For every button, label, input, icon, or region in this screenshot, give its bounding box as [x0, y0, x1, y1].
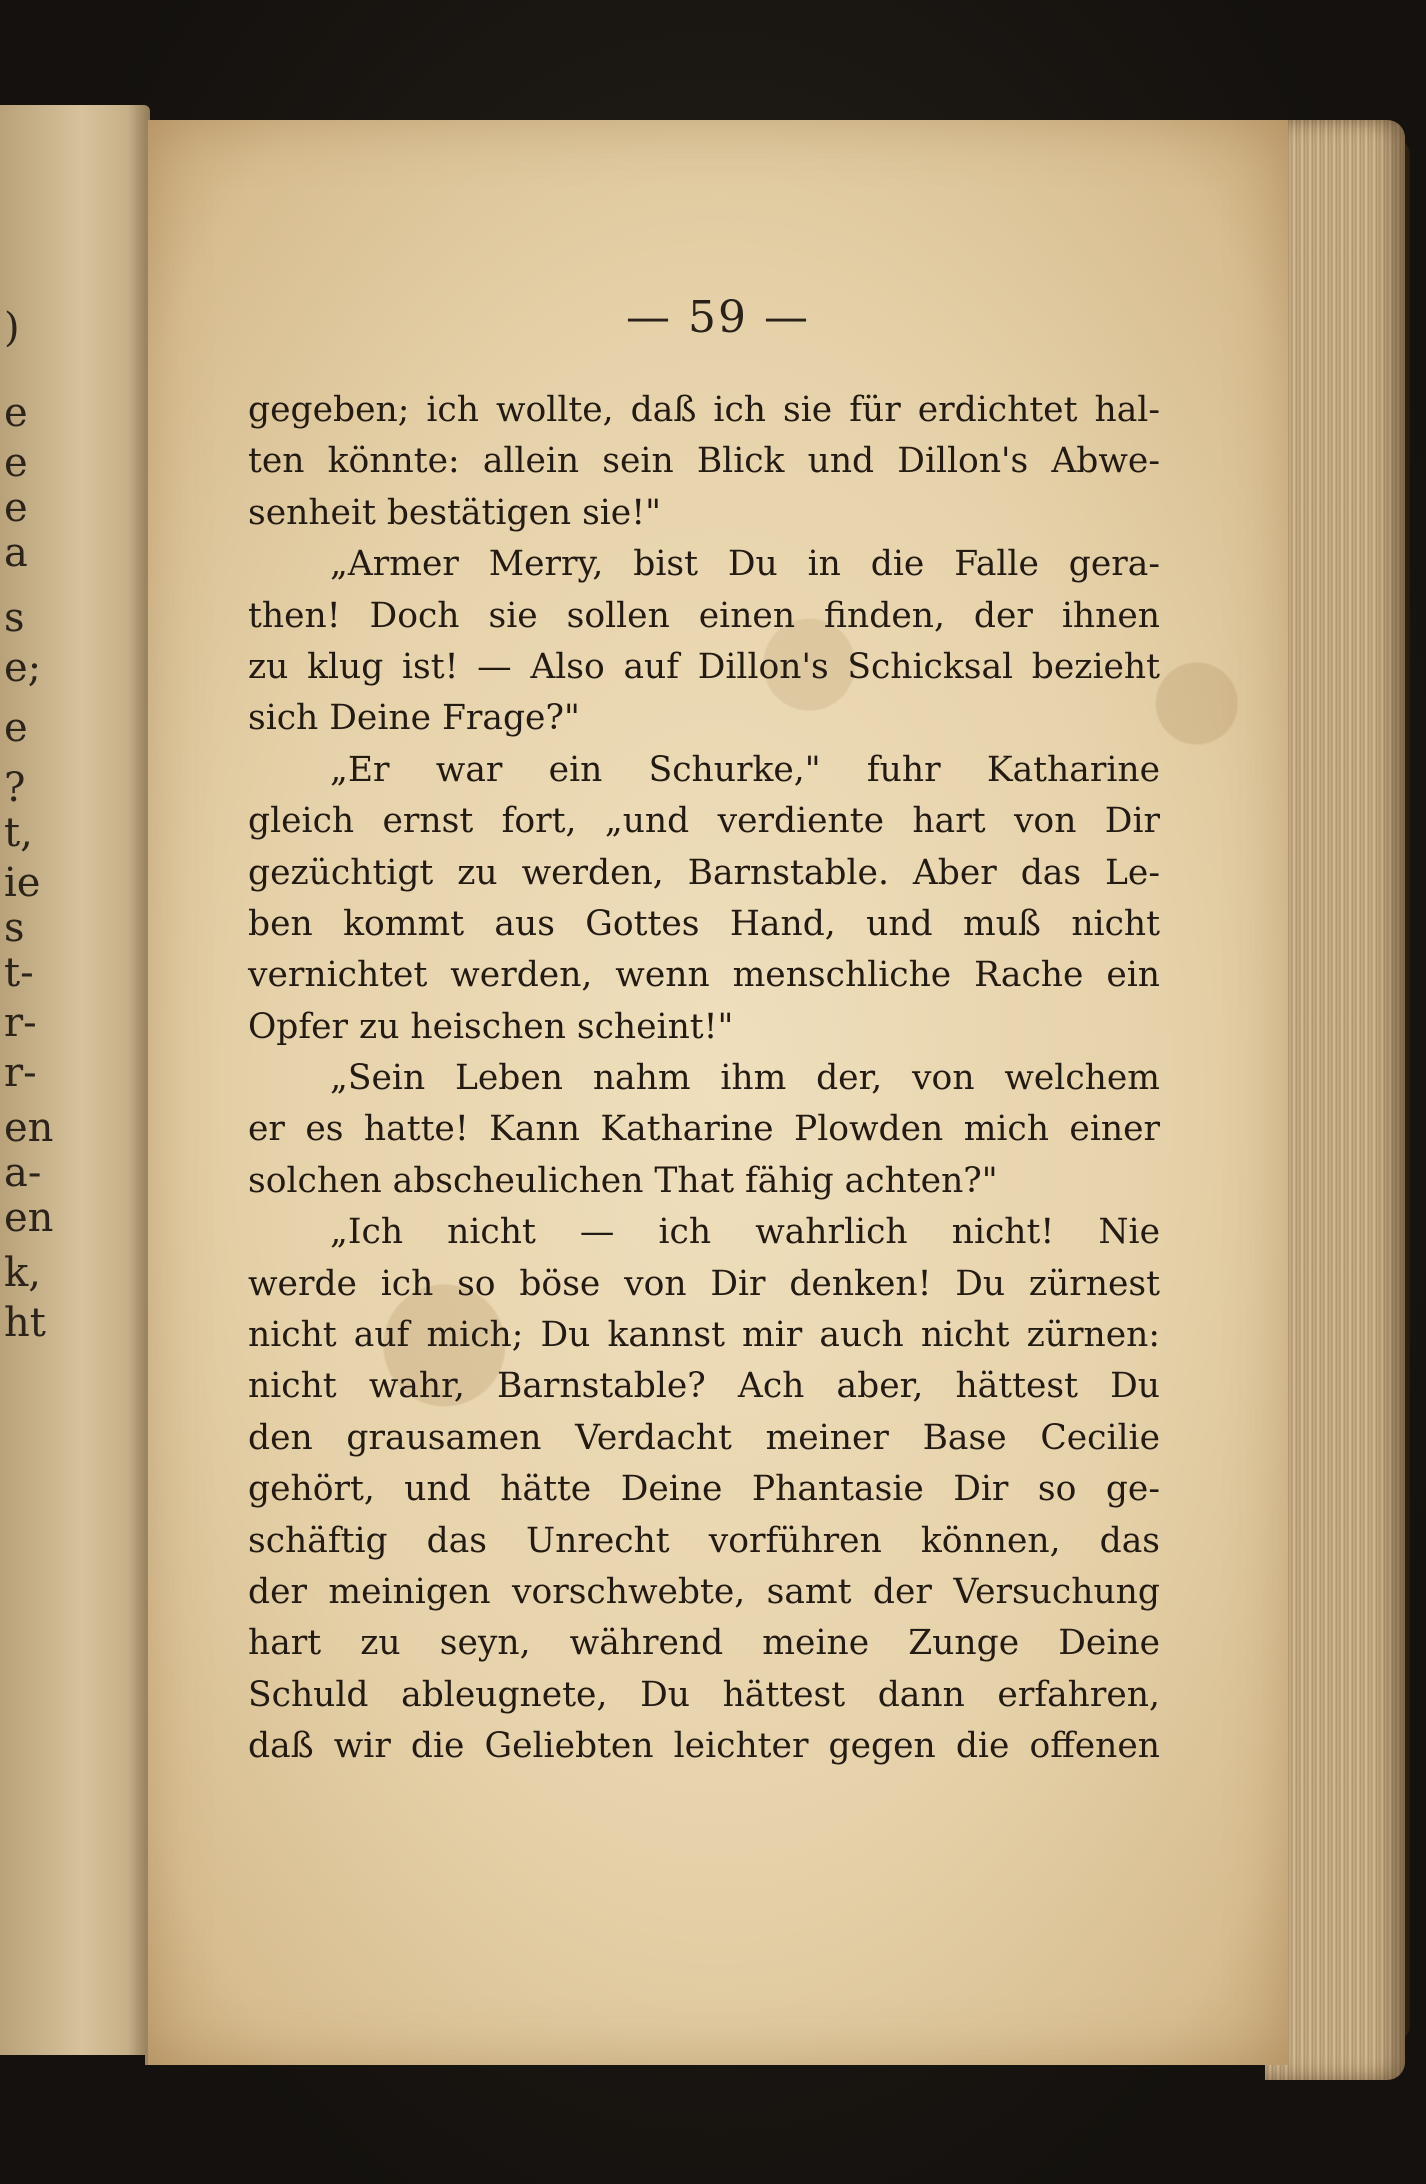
text-line: den grausamen Verdacht meiner Base Cecilie: [248, 1417, 1160, 1458]
left-page-fragment: en: [4, 1105, 54, 1151]
page-number: 59: [688, 292, 748, 343]
left-page-fragment: r-: [4, 1000, 37, 1046]
left-page-fragment: e: [4, 485, 28, 531]
text-line: nicht auf mich; Du kannst mir auch nicht zürnen:: [248, 1315, 1160, 1356]
left-page-fragment: k,: [4, 1250, 41, 1296]
text-line: then! Doch sie sollen einen finden, der ihnen: [248, 595, 1160, 636]
text-line: vernichtet werden, wenn menschliche Rache ein: [248, 955, 1160, 996]
left-page-fragment: t-: [4, 950, 34, 996]
book-page: [145, 120, 1288, 2065]
text-line: gleich ernst fort, „und verdiente hart von Dir: [248, 801, 1160, 842]
left-page-fragment: ie: [4, 860, 41, 906]
left-page-fragment: en: [4, 1195, 54, 1241]
left-page-fragment: e: [4, 440, 28, 486]
text-line: senheit bestätigen sie!": [248, 492, 661, 533]
left-page-fragment: e;: [4, 645, 42, 691]
text-line: gehört, und hätte Deine Phantasie Dir so ge-: [248, 1469, 1160, 1510]
text-line: „Sein Leben nahm ihm der, von welchem: [330, 1058, 1160, 1099]
page-body-text: [248, 385, 1160, 1773]
left-page-fragment: ?: [4, 765, 26, 811]
left-page-fragment: ): [4, 305, 20, 351]
text-line: „Er war ein Schurke," fuhr Katharine: [330, 749, 1160, 790]
text-line: gezüchtigt zu werden, Barnstable. Aber das Le-: [248, 852, 1160, 893]
left-page-fragment: e: [4, 390, 28, 436]
text-line: sich Deine Frage?": [248, 698, 580, 739]
text-line: Opfer zu heischen scheint!": [248, 1006, 734, 1047]
text-line: er es hatte! Kann Katharine Plowden mich einer: [248, 1109, 1160, 1150]
left-page-fragment: s: [4, 595, 25, 641]
text-line: ten könnte: allein sein Blick und Dillon's Abwe-: [248, 441, 1160, 482]
text-line: nicht wahr, Barnstable? Ach aber, hättest Du: [248, 1366, 1160, 1407]
text-line: werde ich so böse von Dir denken! Du zürnest: [248, 1263, 1160, 1304]
text-line: Schuld ableugnete, Du hättest dann erfahren,: [248, 1674, 1160, 1715]
left-page-fragment: a-: [4, 1150, 42, 1196]
text-line: gegeben; ich wollte, daß ich sie für erdichtet hal-: [248, 390, 1160, 430]
page-header: — 59 —: [626, 292, 810, 343]
left-page-fragment: a: [4, 530, 28, 576]
text-line: ben kommt aus Gottes Hand, und muß nicht: [248, 903, 1160, 944]
left-facing-page: [0, 105, 150, 2055]
left-page-fragment: r-: [4, 1050, 37, 1096]
text-line: zu klug ist! — Also auf Dillon's Schicksal bezieht: [248, 646, 1160, 687]
text-line: „Ich nicht — ich wahrlich nicht! Nie: [330, 1212, 1160, 1253]
text-line: solchen abscheulichen That fähig achten?": [248, 1160, 998, 1201]
left-page-fragment: s: [4, 905, 25, 951]
left-page-fragment: t,: [4, 810, 33, 856]
text-line: der meinigen vorschwebte, samt der Versuchung: [248, 1571, 1160, 1612]
text-line: „Armer Merry, bist Du in die Falle gera-: [330, 544, 1160, 585]
left-page-fragment: ht: [4, 1300, 46, 1346]
text-line: schäftig das Unrecht vorführen können, das: [248, 1520, 1160, 1561]
text-line: daß wir die Geliebten leichter gegen die offenen: [248, 1726, 1160, 1767]
left-page-fragment: e: [4, 705, 28, 751]
text-line: hart zu seyn, während meine Zunge Deine: [248, 1623, 1160, 1664]
